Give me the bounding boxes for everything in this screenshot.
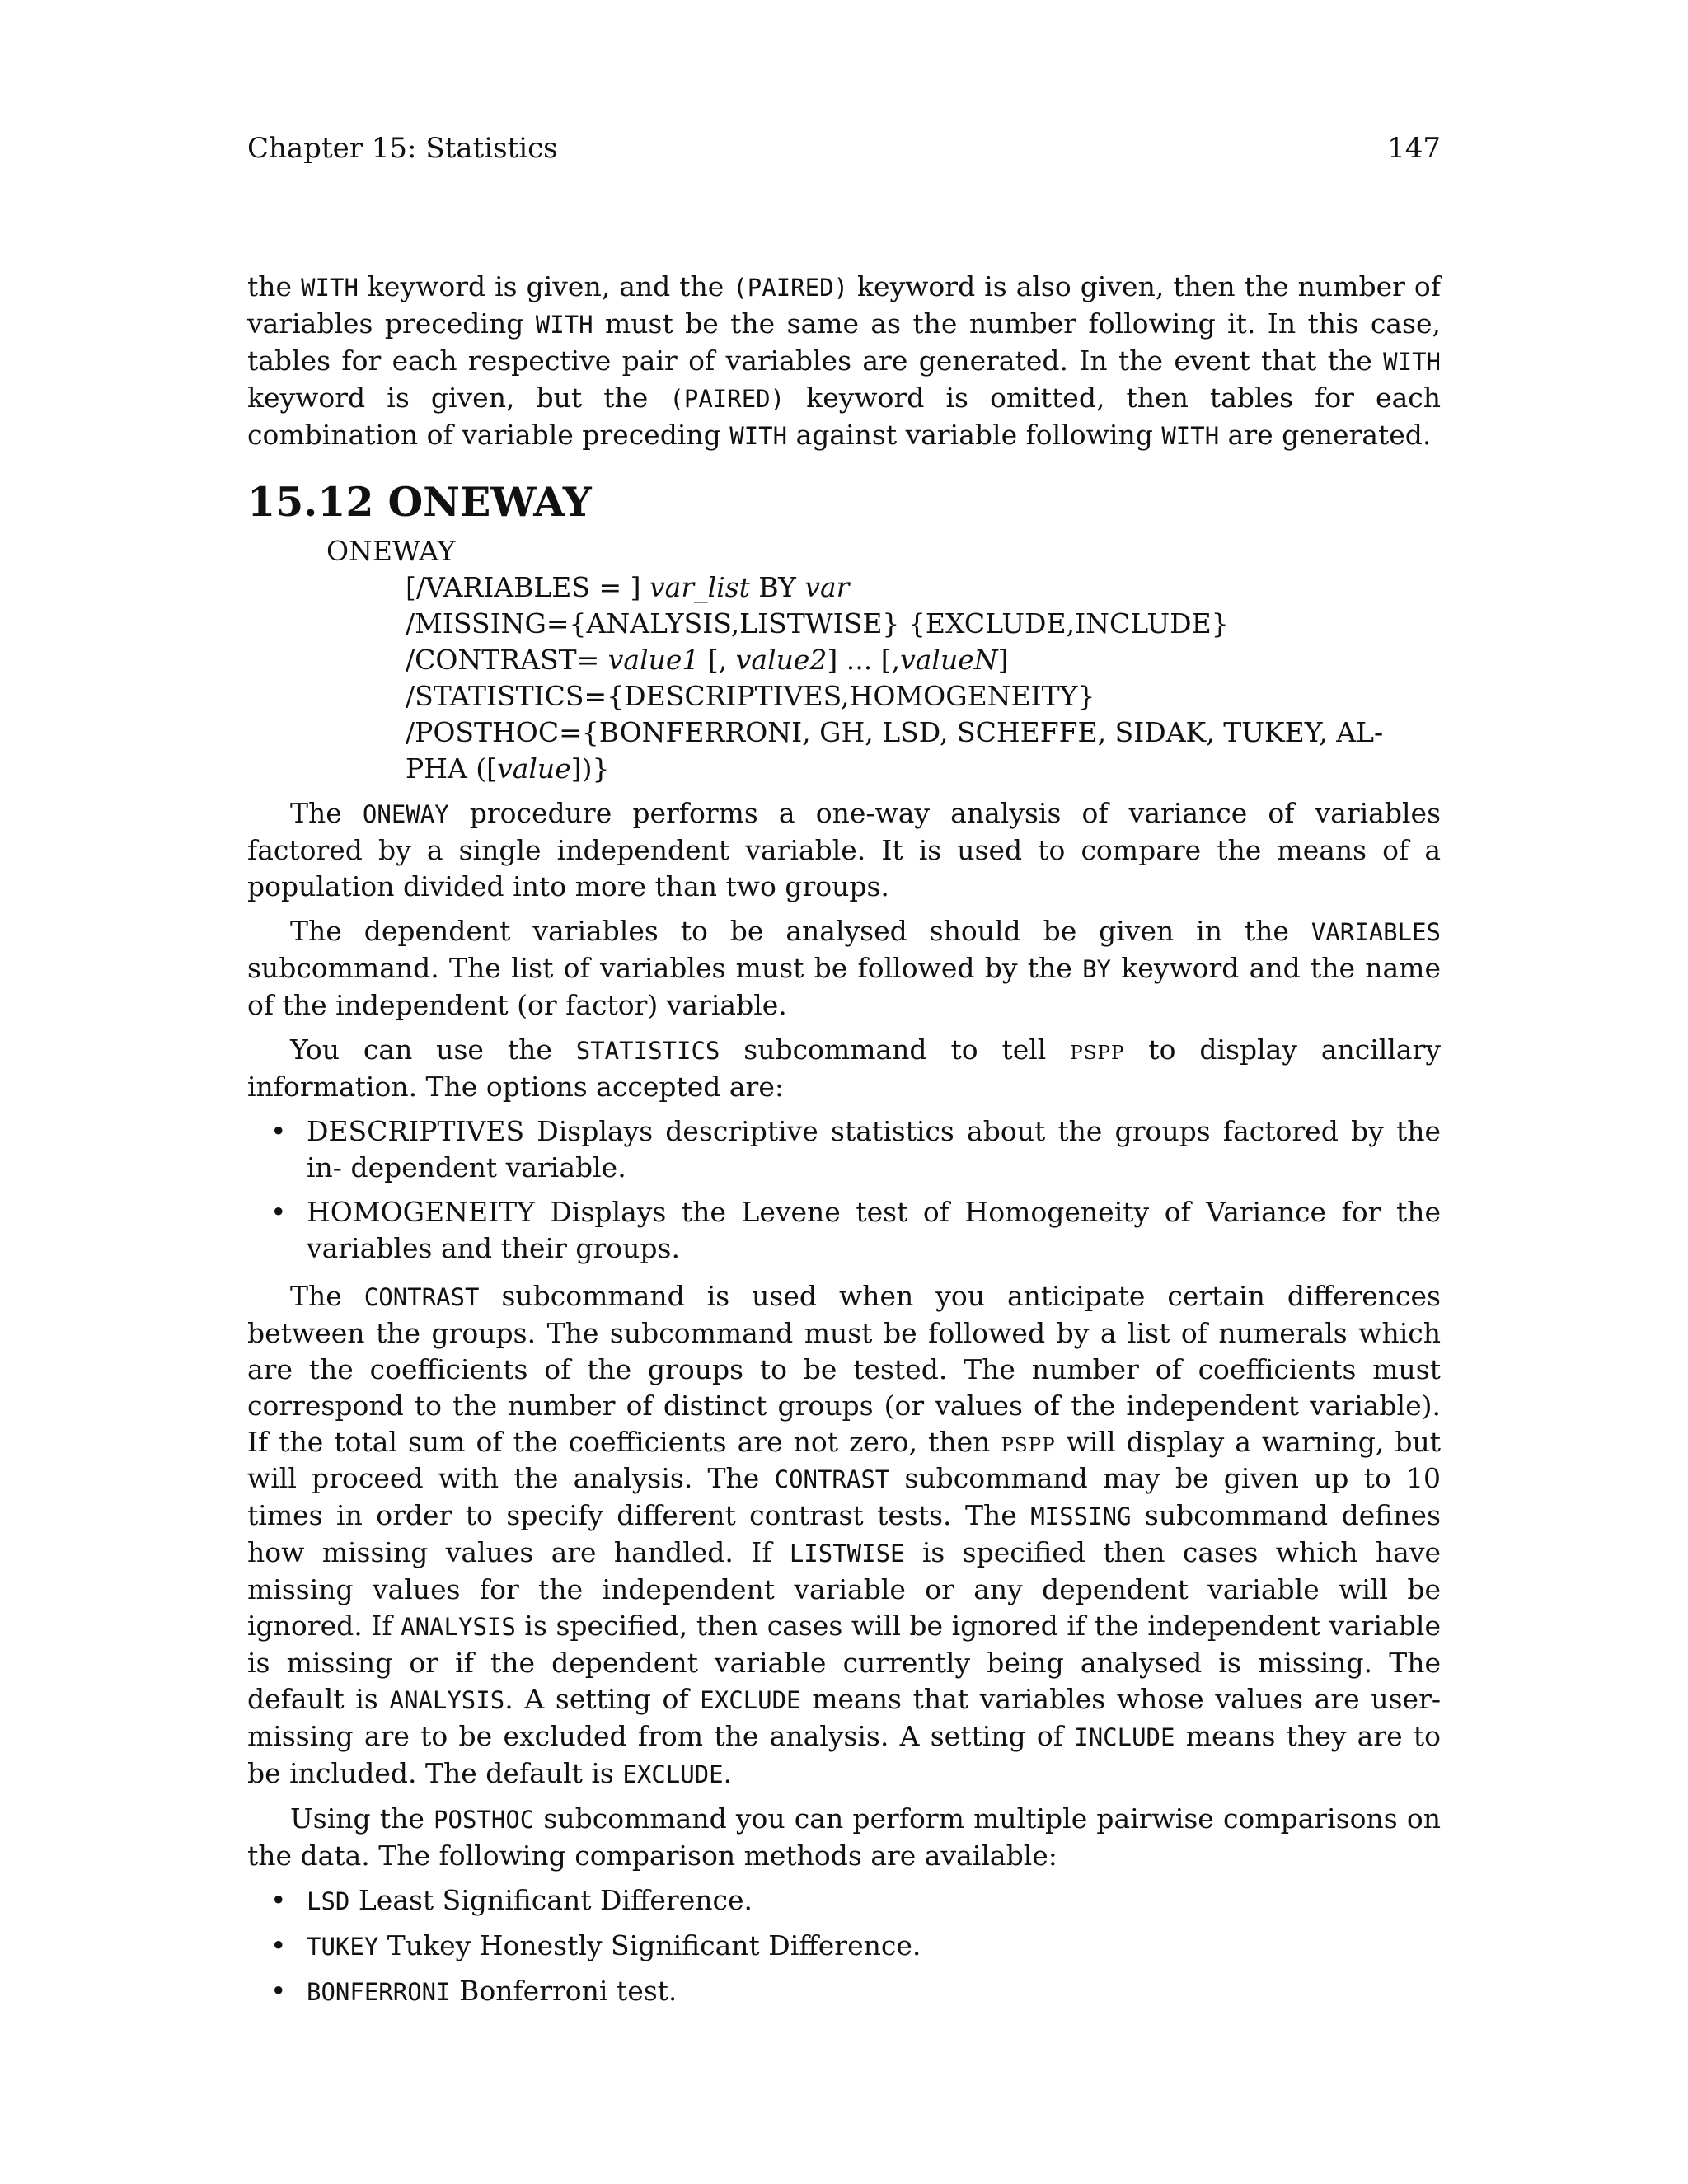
code: STATISTICS <box>575 1037 720 1065</box>
code: ANALYSIS <box>389 1686 505 1714</box>
text: Tukey Honestly Significant Difference. <box>378 1929 921 1961</box>
text: pspp <box>1070 1033 1125 1066</box>
text: The dependent variables to be analysed should be given in the <box>290 915 1311 947</box>
text: valueN <box>900 644 998 676</box>
running-header <box>247 130 1441 166</box>
syntax-block <box>247 533 1441 787</box>
code: ANALYSIS <box>401 1613 516 1641</box>
code: WITH <box>1383 348 1441 376</box>
text: must be the same as the number following it. In this case, tables for each respective pair of variables are generated. In the event that the <box>247 307 1441 377</box>
chapter-title: Chapter 15: Statistics <box>247 132 558 165</box>
text: The <box>290 1280 364 1312</box>
text: procedure performs a one-way analysis of variance of variables factored by a single independent variable. It is used to compare the means of a population divided into more than two groups. <box>247 797 1441 902</box>
syntax-command: ONEWAY <box>326 535 456 567</box>
text: subcommand. The list of variables must be followed by the <box>247 952 1083 984</box>
syntax-contrast <box>247 642 1441 678</box>
text: keyword is omitted, then tables for each combination of variable preceding <box>247 382 1441 451</box>
paragraph-contrast <box>247 1278 1441 1793</box>
code: MISSING <box>1030 1502 1132 1530</box>
text: subcommand to tell <box>720 1033 1071 1066</box>
paragraph-posthoc <box>247 1801 1441 1874</box>
list-item: • DESCRIPTIVES Displays descriptive statistics about the groups factored by the in- dependent variable. <box>247 1113 1441 1186</box>
code: CONTRAST <box>363 1283 480 1311</box>
text: means they are to be included. The default is <box>247 1720 1441 1789</box>
text: . <box>723 1757 733 1789</box>
text: subcommand you can perform multiple pairwise comparisons on the data. The following comparison methods are available: <box>247 1802 1441 1872</box>
code: EXCLUDE <box>700 1686 801 1714</box>
syntax-variables <box>247 569 1441 606</box>
text: BY <box>749 571 805 603</box>
paragraph-variables <box>247 913 1441 1024</box>
section-heading: 15.12 ONEWAY <box>247 478 592 526</box>
text: keyword is also given, then the number of variables preceding <box>247 270 1441 340</box>
text: The <box>290 797 363 829</box>
text: the <box>247 270 302 302</box>
text: value2 <box>735 644 828 676</box>
text: ] <box>997 644 1009 676</box>
code: ONEWAY <box>362 800 449 828</box>
text: You can use the <box>290 1033 576 1066</box>
syntax-missing: /MISSING={ANALYSIS,LISTWISE} {EXCLUDE,INCLUDE} <box>406 607 1229 640</box>
code: WITH <box>729 422 788 450</box>
text: [, <box>699 644 736 676</box>
code: POSTHOC <box>434 1806 535 1834</box>
text: keyword and the name of the independent (or factor) variable. <box>247 952 1441 1021</box>
text: subcommand defines how missing values are handled. If <box>247 1499 1441 1568</box>
text: value1 <box>607 644 700 676</box>
text: will display a warning, but will proceed with the analysis. The <box>247 1426 1441 1494</box>
code: WITH <box>301 274 359 302</box>
code: EXCLUDE <box>622 1760 724 1788</box>
text: means that variables whose values are user-missing are to be excluded from the analysis. A setting of <box>247 1683 1441 1752</box>
code: (PAIRED) <box>669 385 785 413</box>
text: Using the <box>290 1802 434 1835</box>
code: VARIABLES <box>1311 918 1441 946</box>
list-item: • HOMOGENEITY Displays the Levene test of Homogeneity of Variance for the variables and their groups. <box>247 1194 1441 1267</box>
text: subcommand may be given up to 10 times in order to specify different contrast tests. The <box>247 1462 1441 1531</box>
text: Least Significant Difference. <box>349 1884 753 1916</box>
posthoc-methods-list <box>247 1882 1441 2010</box>
code: LSD <box>307 1887 350 1915</box>
code: BY <box>1082 955 1111 983</box>
code: WITH <box>1161 422 1220 450</box>
statistics-options-list <box>247 1113 1441 1267</box>
text: /CONTRAST= <box>406 644 608 676</box>
list-item <box>247 1882 1441 1919</box>
text: are generated. <box>1219 419 1432 451</box>
page-number: 147 <box>1387 132 1441 165</box>
text: ])} <box>570 752 610 785</box>
code: INCLUDE <box>1074 1723 1175 1751</box>
syntax-statistics: /STATISTICS={DESCRIPTIVES,HOMOGENEITY} <box>406 680 1095 712</box>
text: is specified, then cases will be ignored if the independent variable is missing or if the dependent variable currently being analysed is missing. The default is <box>247 1610 1441 1715</box>
text: to display ancillary information. The options accepted are: <box>247 1033 1441 1103</box>
text: var <box>804 571 850 603</box>
text: against variable following <box>787 419 1162 451</box>
text: is specified then cases which have missing values for the independent variable or any dependent variable will be ignored. If <box>247 1536 1441 1642</box>
text: Bonferroni test. <box>450 1975 678 2007</box>
code: (PAIRED) <box>733 274 848 302</box>
text: subcommand is used when you anticipate certain differences between the groups. The subcommand must be followed by a list of numerals which are the coefficients of the groups to be tested. The number of coefficients must correspond to the number of distinct groups (or values of the independent variable). If the total sum of the coefficients are not zero, then <box>247 1280 1441 1458</box>
text: pspp <box>1001 1426 1056 1458</box>
code: WITH <box>535 311 593 339</box>
paragraph-statistics <box>247 1032 1441 1105</box>
text: [/VARIABLES = ] <box>406 571 649 603</box>
code: LISTWISE <box>789 1540 905 1568</box>
text: keyword is given, but the <box>247 382 670 414</box>
text: value <box>497 752 571 785</box>
syntax-posthoc <box>247 715 1441 787</box>
text: var_list <box>649 571 750 603</box>
intro-paragraph <box>247 269 1441 454</box>
page-body <box>247 269 1441 2022</box>
list-item <box>247 1973 1441 2010</box>
text: ] ... [, <box>827 644 901 676</box>
text: . A setting of <box>504 1683 701 1715</box>
code: TUKEY <box>307 1933 379 1961</box>
list-item <box>247 1928 1441 1965</box>
text: keyword is given, and the <box>358 270 734 302</box>
code: CONTRAST <box>774 1465 890 1493</box>
code: BONFERRONI <box>307 1978 451 2006</box>
text: /POSTHOC={BONFERRONI, GH, LSD, SCHEFFE, SIDAK, TUKEY, AL- PHA ([ <box>406 716 1384 785</box>
paragraph-oneway <box>247 795 1441 905</box>
